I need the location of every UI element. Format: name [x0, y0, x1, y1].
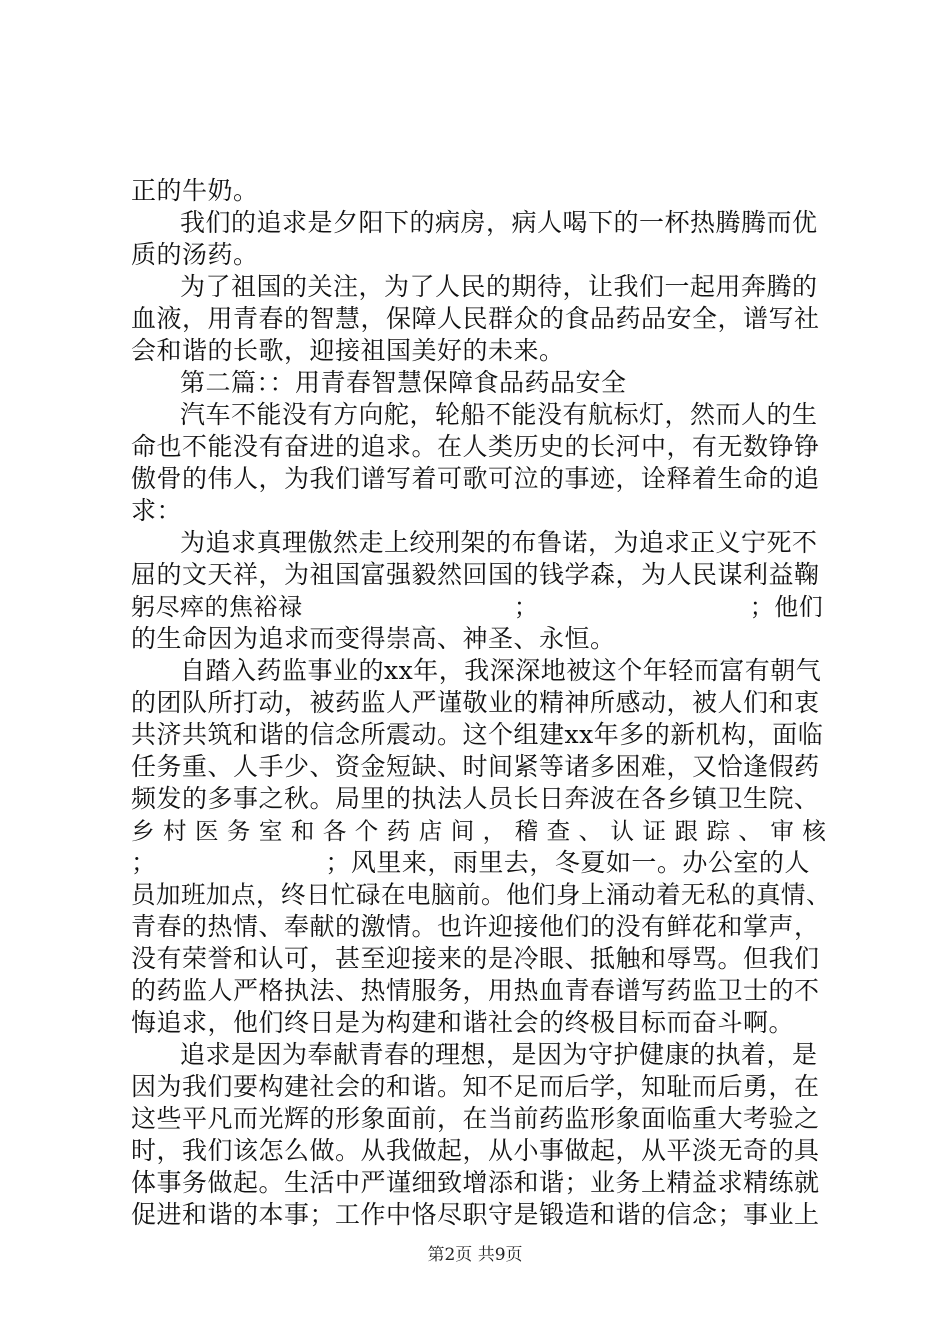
text-line: 悔追求，他们终日是为构建和谐社会的终极目标而奋斗啊。 [131, 1008, 795, 1037]
text-line: 共济共筑和谐的信念所震动。这个组建xx年多的新机构，面临 [131, 720, 824, 749]
section-heading: 第二篇：：用青春智慧保障食品药品安全 [180, 368, 627, 397]
text-line: 为追求真理傲然走上绞刑架的布鲁诺，为追求正义宁死不 [180, 528, 818, 557]
text-line: 频发的多事之秋。局里的执法人员长日奔波在各乡镇卫生院、 [131, 784, 820, 813]
text-line: 因为我们要构建社会的和谐。知不足而后学，知耻而后勇，在 [131, 1072, 820, 1101]
text-line: 为了祖国的关注，为了人民的期待，让我们一起用奔腾的 [180, 272, 818, 301]
text-line: 追求是因为奉献青春的理想，是因为守护健康的执着，是 [180, 1040, 818, 1069]
text-line: 任务重、人手少、资金短缺、时间紧等诸多困难，又恰逢假药 [131, 752, 820, 781]
text-line: 质的汤药。 [131, 240, 259, 269]
text-line: 乡 村 医 务 室 和 各 个 药 店 间 ， 稽 查 、 认 证 跟 踪 、 审 核 [131, 817, 827, 845]
text-line: 正的牛奶。 [131, 176, 259, 205]
text-line: 体事务做起。生活中严谨细致增添和谐；业务上精益求精练就 [131, 1168, 820, 1197]
text-line: 促进和谐的本事；工作中恪尽职守是锻造和谐的信念；事业上 [131, 1200, 820, 1229]
text-line: 傲骨的伟人，为我们谱写着可歌可泣的事迹，诠释着生命的追 [131, 464, 820, 493]
text-line: 的团队所打动，被药监人严谨敬业的精神所感动，被人们和衷 [131, 688, 820, 717]
text-line: 汽车不能没有方向舵，轮船不能没有航标灯，然而人的生 [180, 400, 818, 429]
text-line: 的生命因为追求而变得崇高、神圣、永恒。 [131, 624, 616, 653]
text-line: ； ；风里来，雨里去，冬夏如一。办公室的人 [131, 848, 810, 877]
text-line: 会和谐的长歌，迎接祖国美好的未来。 [131, 336, 565, 365]
text-line: 我们的追求是夕阳下的病房，病人喝下的一杯热腾腾而优 [180, 208, 818, 237]
page-number-footer: 第2页 共9页 [427, 1245, 523, 1265]
text-line: 这些平凡而光辉的形象面前，在当前药监形象面临重大考验之 [131, 1104, 820, 1133]
text-line: 青春的热情、奉献的激情。也许迎接他们的没有鲜花和掌声， [131, 912, 820, 941]
text-line: 自踏入药监事业的xx年，我深深地被这个年轻而富有朝气 [180, 656, 822, 685]
text-line: 血液，用青春的智慧，保障人民群众的食品药品安全，谱写社 [131, 304, 820, 333]
text-line: 求： [131, 496, 183, 525]
text-line: 屈的文天祥，为祖国富强毅然回国的钱学森，为人民谋利益鞠 [131, 560, 820, 589]
text-line: 的药监人严格执法、热情服务，用热血青春谱写药监卫士的不 [131, 976, 820, 1005]
text-line: 员加班加点，终日忙碌在电脑前。他们身上涌动着无私的真情、 [131, 880, 831, 909]
text-line: 命也不能没有奋进的追求。在人类历史的长河中，有无数铮铮 [131, 432, 820, 461]
text-line: 躬尽瘁的焦裕禄 ； ；他们 [131, 593, 824, 621]
text-line: 时，我们该怎么做。从我做起，从小事做起，从平淡无奇的具 [131, 1136, 820, 1165]
text-line: 没有荣誉和认可，甚至迎接来的是冷眼、抵触和辱骂。但我们 [131, 944, 820, 973]
